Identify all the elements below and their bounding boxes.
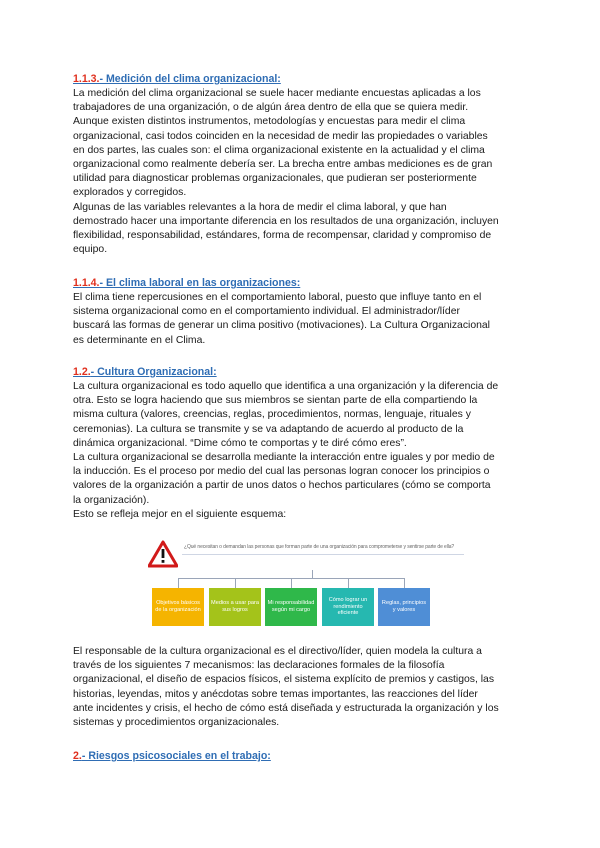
heading-title: - Riesgos psicosociales en el trabajo: [81, 750, 271, 762]
body-line: La cultura organizacional es todo aquello que identifica a una organización y la diferencia de [73, 381, 499, 392]
diagram-box-objetivos: Objetivos básicos de la organización [152, 588, 204, 626]
body-line: la organización). [73, 494, 150, 506]
body-line: es determinante en el Clima. [73, 334, 206, 346]
heading-number: 1.1.4. [73, 277, 100, 289]
body-line: Algunas de las variables relevantes a la hora de medir el clima laboral, y que han [73, 201, 447, 213]
body-line: ceremonias). La cultura se transmite y se va adaptando de acuerdo al producto de la [73, 423, 464, 435]
tree-connector [348, 578, 349, 588]
tree-connector [291, 578, 292, 588]
body-line: otra. Esto se logra haciendo que sus miembros se sientan parte de ella compartiendo la [73, 395, 478, 407]
culture-diagram [148, 540, 464, 632]
body-line: explorados y corregidos. [73, 187, 187, 199]
body-line: organizacional como realmente debería ser. La brecha entre ambas mediciones es de gran [73, 159, 493, 171]
body-line: demostrado hacer una importante diferencia en los resultados de una organización, incluyen [73, 215, 499, 227]
body-line: historias, leyendas, mitos y anécdotas sobre temas importantes, las reacciones del líder [73, 688, 478, 700]
body-line: ante incidentes y crisis, el hecho de cómo está diseñada y estructurada la organización y los [73, 702, 499, 714]
section-body [73, 645, 533, 730]
body-line: dinámica organizacional. “Dime cómo te comportas y te diré cómo eres”. [73, 437, 407, 449]
tree-connector [312, 570, 313, 578]
diagram-caption: ¿Qué necesitan o demandan las personas que forman parte de una organización para comprometerse y sentirse parte de ella? [184, 544, 455, 550]
body-line: través de los siguientes 7 mecanismos: las declaraciones formales de la filosofía [73, 660, 445, 672]
heading-title: - Medición del clima organizacional: [99, 73, 281, 85]
body-line: equipo. [73, 244, 108, 256]
section-body [73, 291, 533, 348]
body-line: en dos partes, las cuales son: el clima organizacional existente en la actualidad y el clima [73, 144, 485, 156]
body-line: la inducción. Es el proceso por medio del cual las personas logran conocer los principios o [73, 466, 490, 478]
warning-icon [148, 540, 178, 568]
heading-number: 2. [73, 750, 82, 762]
body-line: flexibilidad, responsabilidad, estándares, forma de recompensar, claridad y compromiso de [73, 230, 492, 242]
body-line: Esto se refleja mejor en el siguiente esquema: [73, 508, 287, 520]
section-cultura [73, 366, 533, 522]
heading-number: 1.1.3. [73, 73, 100, 85]
body-line: buscará las formas de generar un clima positivo (motivaciones). La Cultura Organizacional [73, 320, 490, 332]
section-heading [73, 73, 533, 86]
section-body [73, 87, 533, 257]
body-line: utilidad para diagnosticar problemas organizacionales, que pudieran ser posteriormente [73, 173, 477, 185]
section-heading [73, 366, 533, 379]
body-line: El clima tiene repercusiones en el comportamiento laboral, puesto que influye tanto en el [73, 292, 482, 303]
section-riesgos [73, 750, 533, 764]
body-line: organizacional, casi todos coinciden en la necesidad de medir las propiedades o variables [73, 130, 488, 142]
body-line: Aunque existen distintos instrumentos, metodologías y encuestas para medir el clima [73, 116, 466, 128]
section-body [73, 380, 533, 522]
diagram-box-responsabilidad: Mi responsabilidad según mi cargo [265, 588, 317, 626]
body-line: sistema organizacional como en el comportamiento individual. El administrador/líder [73, 306, 460, 318]
diagram-box-medios: Medios a usar para sus logros [209, 588, 261, 626]
caption-underline [182, 554, 464, 555]
section-medicion [73, 73, 533, 257]
heading-title: - Cultura Organizacional: [90, 366, 217, 378]
diagram-box-rendimiento: Cómo lograr un rendimiento eficiente [322, 588, 374, 626]
tree-connector [404, 578, 405, 588]
heading-title: - El clima laboral en las organizaciones: [99, 277, 301, 289]
tree-connector [178, 578, 179, 588]
section-heading [73, 277, 533, 290]
body-line: El responsable de la cultura organizacional es el directivo/líder, quien modela la cultura a [73, 646, 482, 657]
section-heading [73, 750, 533, 763]
body-line: La medición del clima organizacional se suele hacer mediante encuestas aplicadas a los [73, 88, 481, 99]
diagram-box-reglas: Reglas, principios y valores [378, 588, 430, 626]
section-clima-laboral [73, 277, 533, 348]
body-line: organizacional, el diseño de espacios físicos, el sistema explícito de premios y castigos, las [73, 674, 495, 686]
body-line: La cultura organizacional se desarrolla mediante la interacción entre iguales y por medio de [73, 452, 495, 464]
body-line: sistemas y procedimientos organizacionales. [73, 717, 280, 729]
body-line: valores de la organización a partir de unos datos o hechos particulares (cómo se comporta [73, 480, 491, 492]
section-responsable [73, 645, 533, 730]
tree-connector [235, 578, 236, 588]
heading-number: 1.2. [73, 366, 91, 378]
body-line: trabajadores de una organización, o de algún área dentro de ella que se quiera medir. [73, 102, 469, 114]
body-line: misma cultura (valores, creencias, reglas, procedimientos, normas, lenguaje, rituales y [73, 409, 471, 421]
